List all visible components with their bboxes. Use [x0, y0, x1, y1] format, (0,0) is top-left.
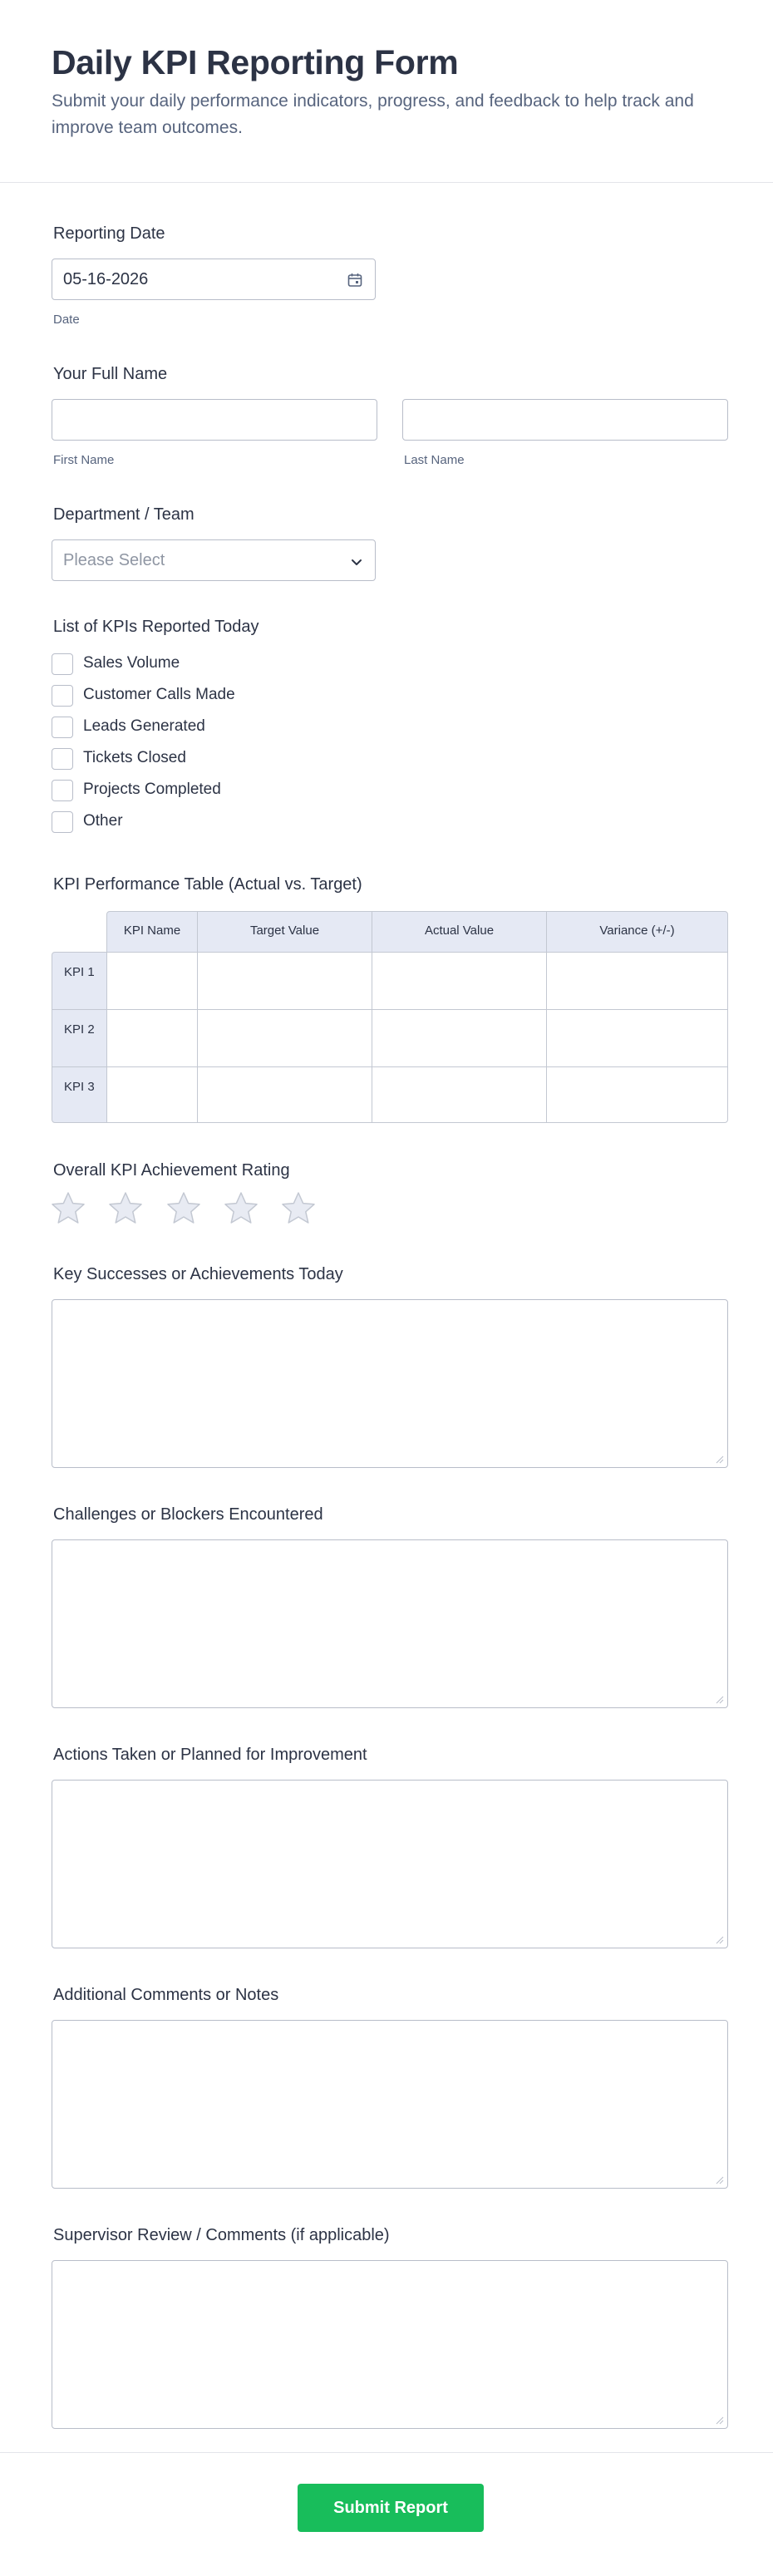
kpi-table-label: KPI Performance Table (Actual vs. Target): [53, 875, 362, 894]
resize-handle-icon[interactable]: [716, 1455, 724, 1464]
full-name-label: Your Full Name: [53, 365, 168, 383]
challenges-textarea[interactable]: [52, 1539, 728, 1708]
comments-textarea[interactable]: [52, 2020, 728, 2189]
checkbox-label: Customer Calls Made: [83, 686, 235, 703]
successes-textarea[interactable]: [52, 1299, 728, 1468]
last-name-sublabel: Last Name: [404, 453, 465, 467]
column-header-text: KPI Name: [123, 924, 181, 938]
successes-label: Key Successes or Achievements Today: [53, 1265, 343, 1283]
column-header-variance: [546, 911, 728, 953]
comments-label: Additional Comments or Notes: [53, 1986, 279, 2004]
last-name-input[interactable]: [402, 399, 728, 441]
submit-report-button[interactable]: Submit Report: [298, 2484, 484, 2532]
page-subtitle: Submit your daily performance indicators, progress, and feedback to help track and improve team outcomes.: [52, 91, 694, 137]
challenges-label: Challenges or Blockers Encountered: [53, 1505, 323, 1524]
page-title: Daily KPI Reporting Form: [52, 43, 459, 81]
resize-handle-icon[interactable]: [716, 1696, 724, 1704]
supervisor-label: Supervisor Review / Comments (if applicable): [53, 2226, 390, 2244]
column-header-target: [197, 911, 372, 953]
supervisor-textarea[interactable]: [52, 2260, 728, 2429]
row-header-kpi-3: [52, 1066, 107, 1123]
checkbox-label: Sales Volume: [83, 654, 180, 672]
table-cell[interactable]: [372, 952, 547, 1010]
column-header-text: Variance (+/-): [599, 924, 675, 938]
checkbox-box[interactable]: [52, 653, 73, 675]
table-cell[interactable]: [372, 1009, 547, 1067]
department-placeholder: Please Select: [63, 551, 165, 569]
department-select[interactable]: [52, 539, 376, 581]
first-name-sublabel: First Name: [53, 453, 115, 467]
checkbox-label: Projects Completed: [83, 781, 221, 798]
reporting-date-label: Reporting Date: [53, 224, 165, 243]
checkbox-label: Tickets Closed: [83, 749, 186, 766]
actions-label: Actions Taken or Planned for Improvement: [53, 1746, 367, 1764]
actions-textarea[interactable]: [52, 1780, 728, 1948]
column-header-text: Actual Value: [424, 924, 495, 938]
star-icon[interactable]: [165, 1190, 202, 1227]
table-cell[interactable]: [197, 952, 372, 1010]
reporting-date-value: 05-16-2026: [63, 270, 149, 288]
reporting-date-input[interactable]: [52, 259, 376, 300]
calendar-icon[interactable]: [347, 272, 363, 288]
kpi-list-label: List of KPIs Reported Today: [53, 618, 259, 636]
checkbox-box[interactable]: [52, 717, 73, 738]
column-header-text: Target Value: [249, 924, 320, 938]
checkbox-box[interactable]: [52, 780, 73, 801]
reporting-date-sublabel: Date: [53, 313, 80, 327]
checkbox-label: Leads Generated: [83, 717, 205, 735]
column-header-kpi-name: [106, 911, 198, 953]
star-icon[interactable]: [50, 1190, 86, 1227]
first-name-input[interactable]: [52, 399, 377, 441]
row-header-text: KPI 2: [64, 1022, 95, 1037]
row-header-text: KPI 1: [64, 965, 95, 979]
table-cell[interactable]: [106, 1066, 198, 1123]
kpi-performance-table: [52, 911, 728, 1123]
chevron-down-icon: [348, 554, 365, 570]
star-icon[interactable]: [107, 1190, 144, 1227]
checkbox-label: Other: [83, 812, 123, 830]
resize-handle-icon[interactable]: [716, 1936, 724, 1944]
form-header: [0, 0, 773, 183]
checkbox-box[interactable]: [52, 811, 73, 833]
row-header-kpi-1: [52, 952, 107, 1010]
row-header-text: KPI 3: [64, 1080, 95, 1094]
checkbox-box[interactable]: [52, 685, 73, 707]
resize-handle-icon[interactable]: [716, 2176, 724, 2184]
footer-divider: [0, 2452, 773, 2453]
star-icon[interactable]: [223, 1190, 259, 1227]
column-header-actual: [372, 911, 547, 953]
table-cell[interactable]: [546, 1009, 728, 1067]
table-cell[interactable]: [546, 1066, 728, 1123]
resize-handle-icon[interactable]: [716, 2416, 724, 2425]
department-label: Department / Team: [53, 505, 194, 524]
checkbox-box[interactable]: [52, 748, 73, 770]
table-cell[interactable]: [106, 952, 198, 1010]
table-cell[interactable]: [197, 1009, 372, 1067]
table-cell[interactable]: [546, 952, 728, 1010]
table-cell[interactable]: [372, 1066, 547, 1123]
row-header-kpi-2: [52, 1009, 107, 1067]
table-cell[interactable]: [106, 1009, 198, 1067]
table-cell[interactable]: [197, 1066, 372, 1123]
star-icon[interactable]: [280, 1190, 317, 1227]
rating-label: Overall KPI Achievement Rating: [53, 1161, 290, 1180]
